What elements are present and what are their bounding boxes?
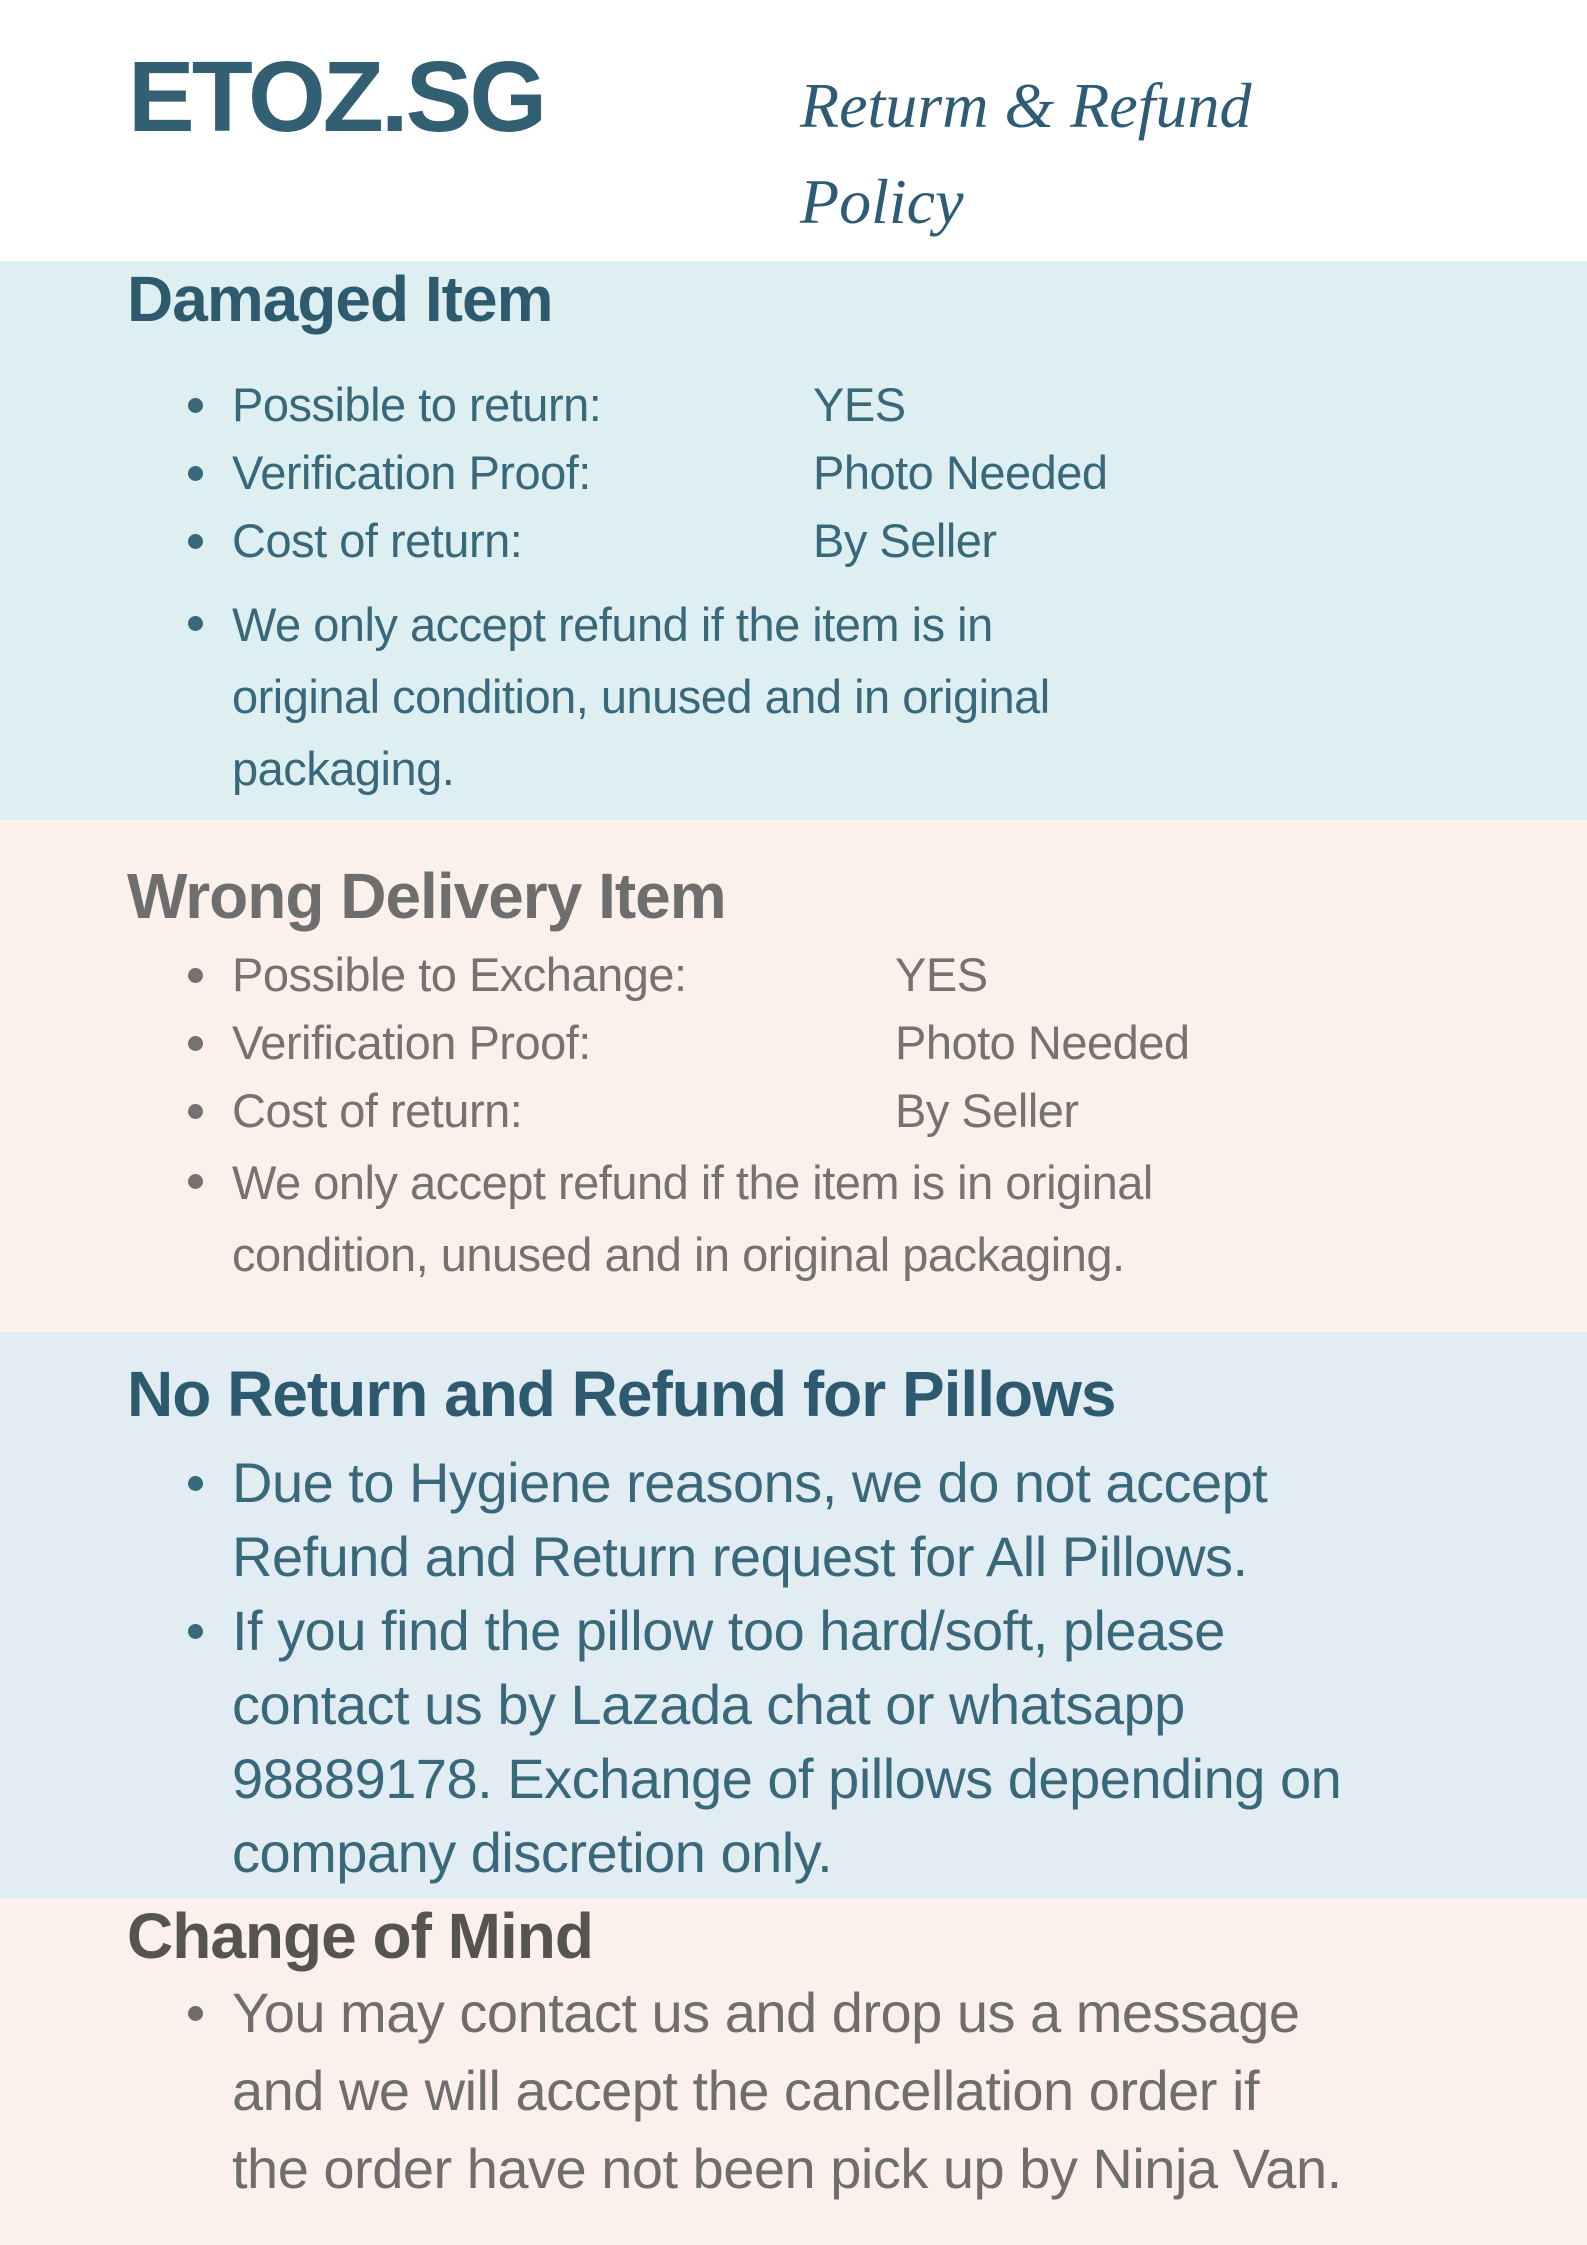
section-heading: Wrong Delivery Item bbox=[127, 860, 726, 932]
note-line: 98889178. Exchange of pillows depending on bbox=[232, 1747, 1342, 1810]
bullet-marker bbox=[188, 616, 203, 631]
note-row bbox=[188, 589, 1587, 805]
note-text bbox=[232, 1147, 1153, 1291]
fact-list bbox=[188, 941, 1587, 1145]
bullet-marker bbox=[188, 1174, 203, 1189]
policy-title-line-2: Policy bbox=[800, 166, 964, 237]
section-heading: Damaged Item bbox=[127, 263, 553, 335]
policy-title-line-1: Returm & Refund bbox=[800, 70, 1252, 141]
fact-row bbox=[188, 1077, 1587, 1145]
fact-label: Verification Proof: bbox=[232, 1016, 591, 1069]
bullet-marker bbox=[188, 2006, 203, 2021]
fact-label: Cost of return: bbox=[232, 1084, 523, 1137]
note-line: contact us by Lazada chat or whatsapp bbox=[232, 1673, 1185, 1736]
note-text bbox=[232, 1594, 1341, 1890]
section-damaged-item bbox=[0, 261, 1587, 820]
note-line: Due to Hygiene reasons, we do not accept bbox=[232, 1451, 1268, 1514]
bullet-marker bbox=[188, 1104, 203, 1119]
note-line: and we will accept the cancellation order if bbox=[232, 2059, 1260, 2122]
bullet-marker bbox=[188, 398, 203, 413]
note-line: Refund and Return request for All Pillows. bbox=[232, 1525, 1248, 1588]
bullet-marker bbox=[188, 534, 203, 549]
note-text bbox=[232, 1974, 1342, 2208]
fact-label: Possible to return: bbox=[232, 378, 602, 431]
section-no-return-refund-pillows bbox=[0, 1332, 1587, 1898]
bullet-marker bbox=[188, 1476, 203, 1491]
policy-title bbox=[800, 58, 1251, 250]
note-line: original condition, unused and in original bbox=[232, 670, 1050, 723]
fact-row bbox=[188, 507, 1587, 575]
section-wrong-delivery-item bbox=[0, 820, 1587, 1332]
note-line: company discretion only. bbox=[232, 1821, 833, 1884]
note-row bbox=[188, 1147, 1587, 1291]
bullet-marker bbox=[188, 1036, 203, 1051]
note-line: the order have not been pick up by Ninja Van. bbox=[232, 2137, 1342, 2200]
note-line: packaging. bbox=[232, 742, 455, 795]
fact-row bbox=[188, 941, 1587, 1009]
note-row bbox=[188, 1594, 1587, 1890]
section-change-of-mind bbox=[0, 1898, 1587, 2245]
note-line: condition, unused and in original packaging. bbox=[232, 1228, 1125, 1281]
section-heading: Change of Mind bbox=[127, 1900, 593, 1972]
fact-label: Verification Proof: bbox=[232, 446, 591, 499]
fact-list bbox=[188, 371, 1587, 575]
section-heading: No Return and Refund for Pillows bbox=[127, 1358, 1116, 1430]
fact-row bbox=[188, 439, 1587, 507]
bullet-marker bbox=[188, 1624, 203, 1639]
note-text bbox=[232, 589, 1050, 805]
note-row bbox=[188, 1974, 1587, 2208]
fact-value: By Seller bbox=[813, 514, 997, 567]
fact-value: Photo Needed bbox=[813, 446, 1108, 499]
brand-logo: ETOZ.SG bbox=[128, 41, 545, 153]
fact-label: Cost of return: bbox=[232, 514, 523, 567]
fact-value: By Seller bbox=[895, 1084, 1079, 1137]
bullet-marker bbox=[188, 968, 203, 983]
fact-value: Photo Needed bbox=[895, 1016, 1190, 1069]
note-line: We only accept refund if the item is in bbox=[232, 598, 993, 651]
note-row bbox=[188, 1446, 1587, 1594]
fact-value: YES bbox=[813, 378, 906, 431]
note-line: You may contact us and drop us a message bbox=[232, 1981, 1300, 2044]
page-header bbox=[0, 0, 1587, 261]
fact-row bbox=[188, 371, 1587, 439]
note-line: We only accept refund if the item is in original bbox=[232, 1156, 1153, 1209]
fact-value: YES bbox=[895, 948, 988, 1001]
note-line: If you find the pillow too hard/soft, please bbox=[232, 1599, 1225, 1662]
fact-row bbox=[188, 1009, 1587, 1077]
fact-label: Possible to Exchange: bbox=[232, 948, 687, 1001]
bullet-marker bbox=[188, 466, 203, 481]
note-text bbox=[232, 1446, 1267, 1594]
